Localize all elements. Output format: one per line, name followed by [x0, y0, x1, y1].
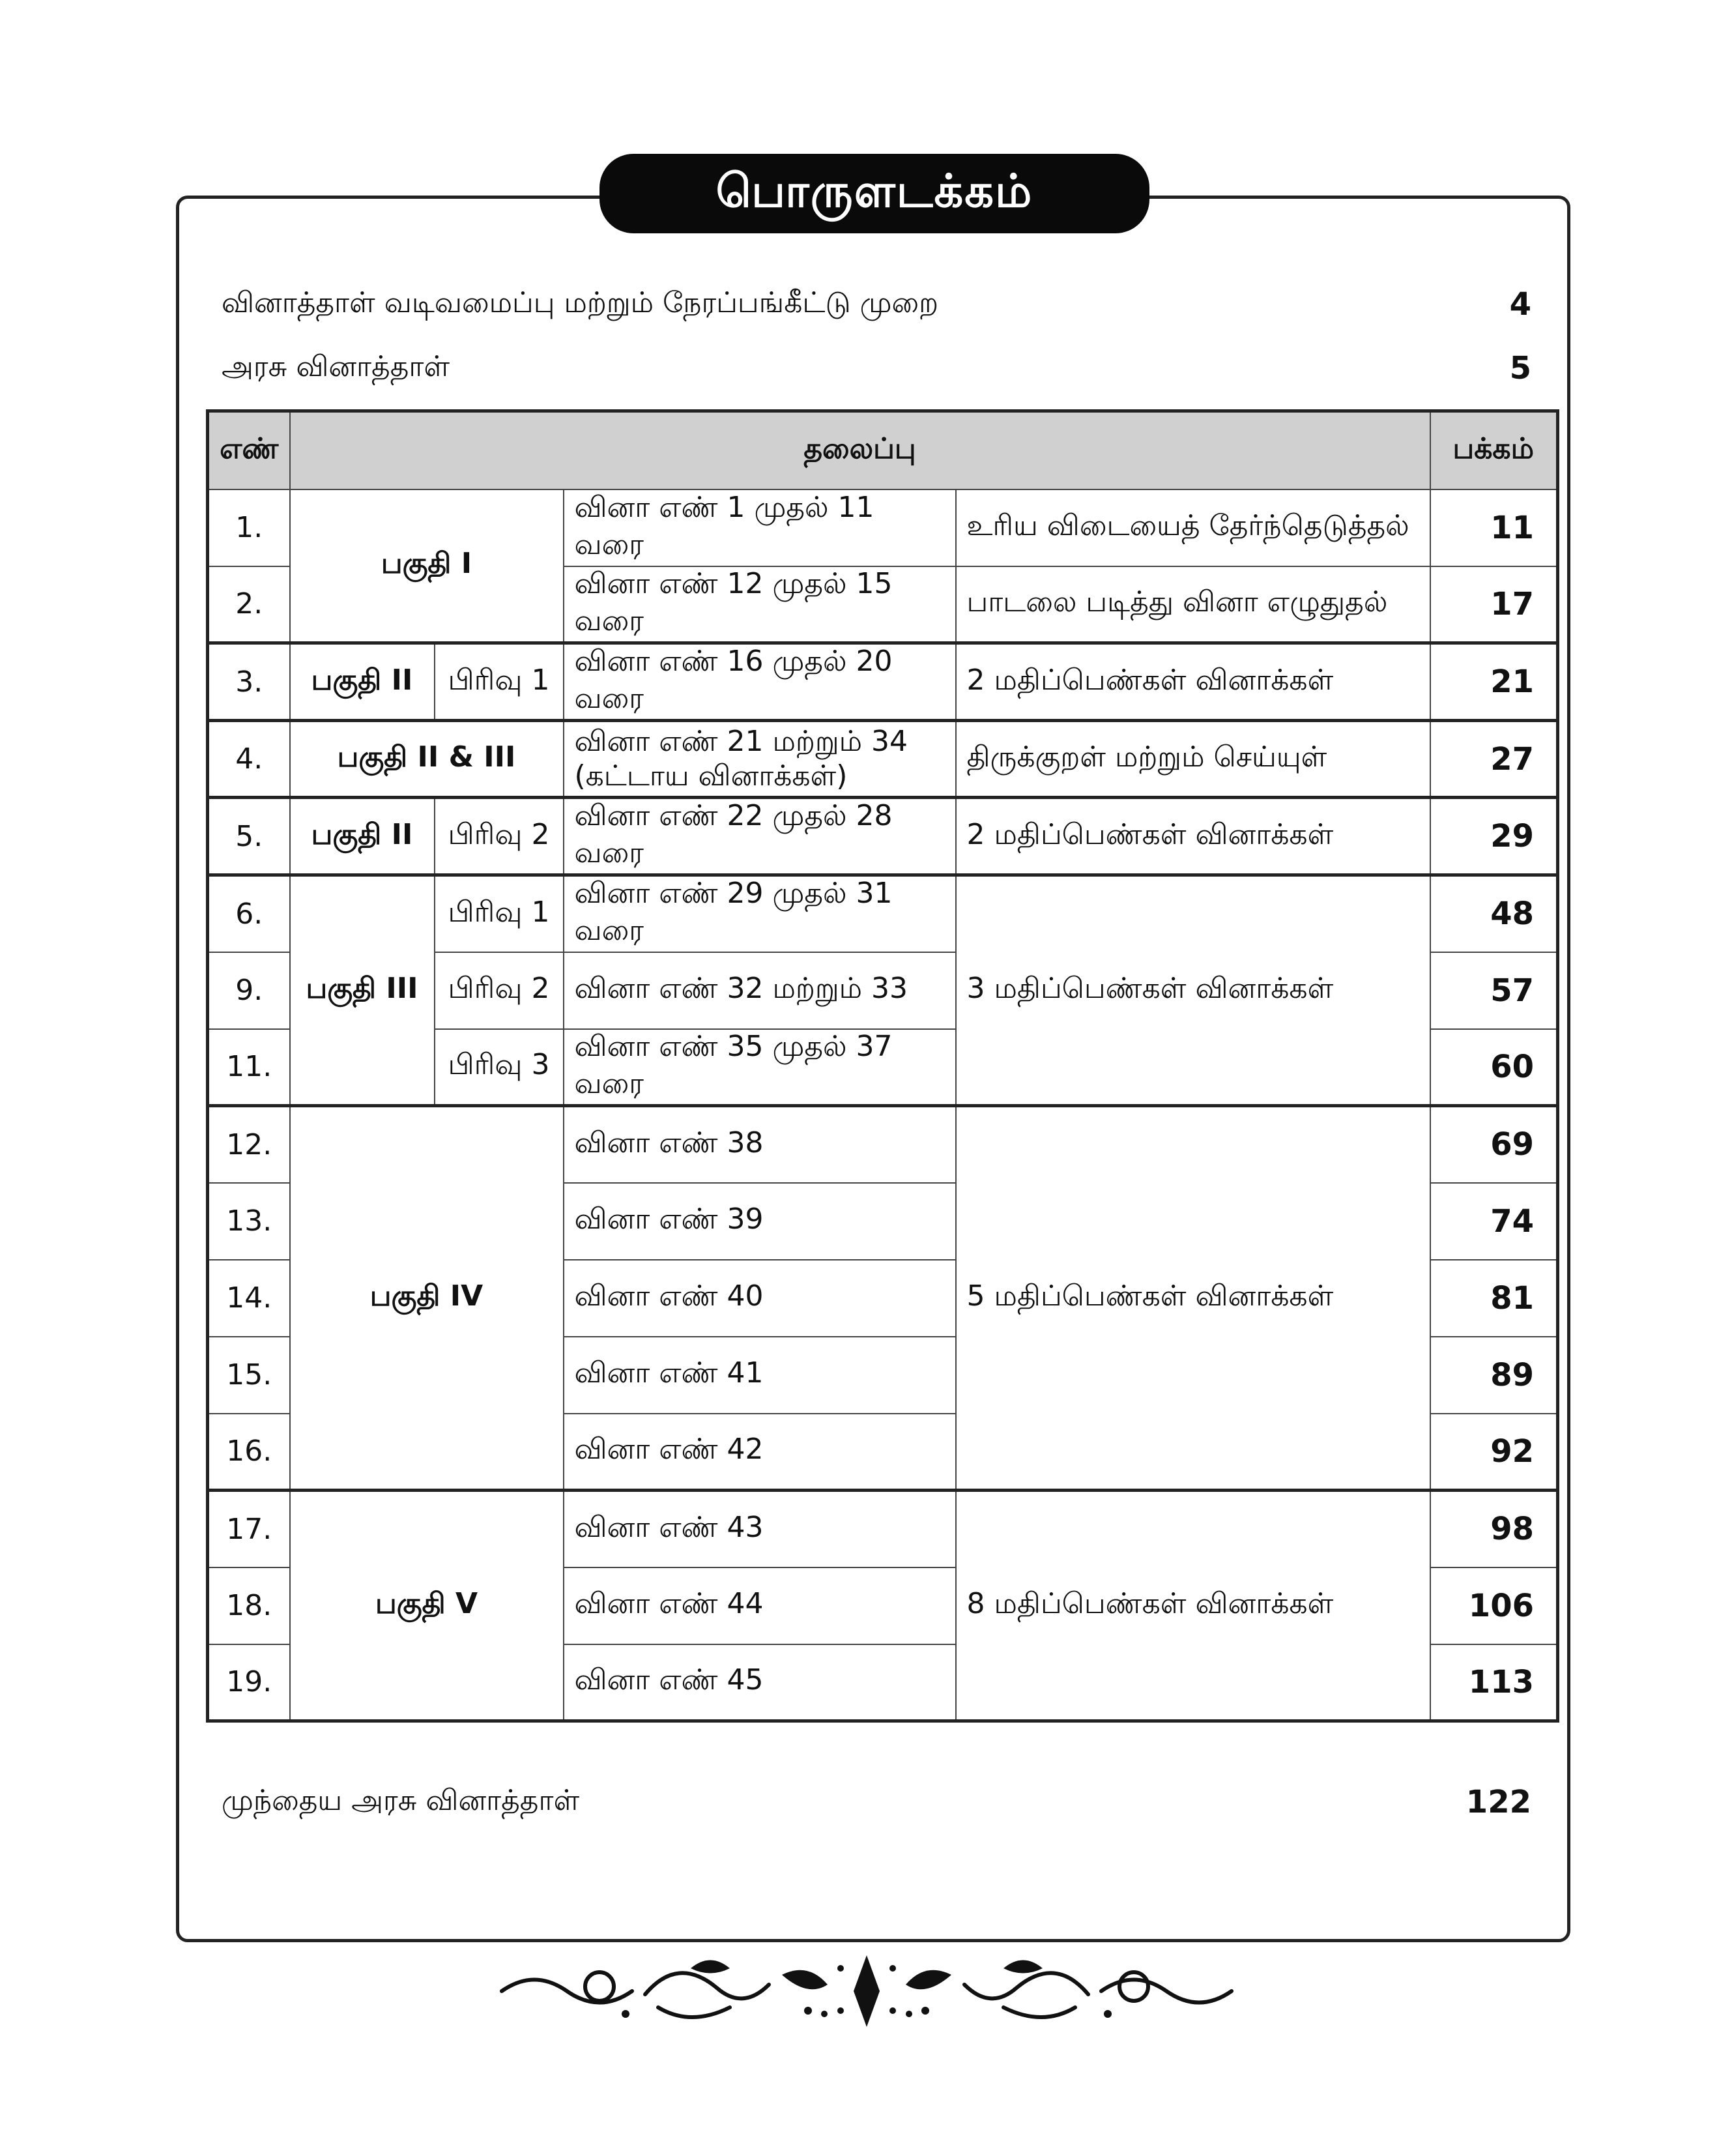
question-cell: வினா எண் 12 முதல் 15 வரை [564, 566, 956, 643]
question-cell: வினா எண் 43 [564, 1491, 956, 1567]
topic-cell: உரிய விடையைத் தேர்ந்தெடுத்தல் [956, 489, 1430, 566]
part-cell: பகுதி II & III [290, 721, 564, 798]
question-cell: வினா எண் 40 [564, 1260, 956, 1337]
floral-ornament-icon [495, 1949, 1238, 2033]
part-cell: பகுதி III [290, 875, 435, 1106]
row-num: 9. [208, 952, 290, 1029]
question-cell: வினா எண் 32 மற்றும் 33 [564, 952, 956, 1029]
part-cell: பகுதி I [290, 489, 564, 643]
row-num: 15. [208, 1337, 290, 1414]
table-row[interactable] [208, 721, 1558, 798]
question-cell: வினா எண் 42 [564, 1414, 956, 1491]
table-row[interactable] [208, 875, 1558, 952]
table-row[interactable] [208, 1491, 1558, 1567]
part-cell: பகுதி V [290, 1491, 564, 1721]
header-title: தலைப்பு [290, 411, 1430, 489]
question-cell: வினா எண் 1 முதல் 11 வரை [564, 489, 956, 566]
page-cell: 57 [1430, 952, 1558, 1029]
row-num: 4. [208, 721, 290, 798]
footer-entry[interactable] [222, 1779, 1538, 1825]
question-cell: வினா எண் 16 முதல் 20 வரை [564, 643, 956, 721]
row-num: 13. [208, 1183, 290, 1260]
part-cell: பகுதி IV [290, 1106, 564, 1491]
question-cell: வினா எண் 45 [564, 1644, 956, 1721]
question-cell: வினா எண் 22 முதல் 28 வரை [564, 798, 956, 875]
question-cell: வினா எண் 29 முதல் 31 வரை [564, 875, 956, 952]
row-num: 6. [208, 875, 290, 952]
question-cell: வினா எண் 38 [564, 1106, 956, 1183]
page-cell: 60 [1430, 1029, 1558, 1106]
table-row[interactable] [208, 798, 1558, 875]
row-num: 19. [208, 1644, 290, 1721]
intro-page: 5 [1509, 350, 1531, 386]
part-cell: பகுதி II [290, 643, 435, 721]
page-cell: 29 [1430, 798, 1558, 875]
topic-cell: 2 மதிப்பெண்கள் வினாக்கள் [956, 798, 1430, 875]
table-row[interactable] [208, 489, 1558, 566]
division-cell: பிரிவு 1 [435, 643, 564, 721]
footer-label: முந்தைய அரசு வினாத்தாள் [222, 1783, 580, 1817]
row-num: 16. [208, 1414, 290, 1491]
topic-cell: 5 மதிப்பெண்கள் வினாக்கள் [956, 1106, 1430, 1491]
page-cell: 98 [1430, 1491, 1558, 1567]
header-page: பக்கம் [1430, 411, 1558, 489]
page-cell: 48 [1430, 875, 1558, 952]
question-cell: வினா எண் 39 [564, 1183, 956, 1260]
page-title: பொருளடக்கம் [599, 154, 1149, 233]
page-cell: 69 [1430, 1106, 1558, 1183]
row-num: 17. [208, 1491, 290, 1567]
page-cell: 89 [1430, 1337, 1558, 1414]
contents-table [206, 409, 1559, 1723]
intro-label: வினாத்தாள் வடிவமைப்பு மற்றும் நேரப்பங்கீட்டு முறை [222, 285, 939, 319]
topic-cell: 8 மதிப்பெண்கள் வினாக்கள் [956, 1491, 1430, 1721]
topic-cell: திருக்குறள் மற்றும் செய்யுள் [956, 721, 1430, 798]
page-cell: 113 [1430, 1644, 1558, 1721]
question-cell: வினா எண் 35 முதல் 37 வரை [564, 1029, 956, 1106]
division-cell: பிரிவு 3 [435, 1029, 564, 1106]
table-header-row [208, 411, 1558, 489]
page-cell: 17 [1430, 566, 1558, 643]
page-cell: 27 [1430, 721, 1558, 798]
row-num: 3. [208, 643, 290, 721]
page-cell: 11 [1430, 489, 1558, 566]
intro-entry[interactable] [222, 282, 1538, 327]
topic-cell: 2 மதிப்பெண்கள் வினாக்கள் [956, 643, 1430, 721]
topic-cell: 3 மதிப்பெண்கள் வினாக்கள் [956, 875, 1430, 1106]
footer-page: 122 [1465, 1784, 1531, 1820]
row-num: 2. [208, 566, 290, 643]
question-cell: வினா எண் 41 [564, 1337, 956, 1414]
page-cell: 81 [1430, 1260, 1558, 1337]
table-row[interactable] [208, 643, 1558, 721]
division-cell: பிரிவு 1 [435, 875, 564, 952]
intro-page: 4 [1509, 286, 1531, 323]
page-cell: 106 [1430, 1567, 1558, 1644]
page-cell: 21 [1430, 643, 1558, 721]
question-cell [564, 721, 956, 798]
question-cell: வினா எண் 44 [564, 1567, 956, 1644]
intro-entry[interactable] [222, 345, 1538, 391]
row-num: 5. [208, 798, 290, 875]
row-num: 14. [208, 1260, 290, 1337]
topic-cell: பாடலை படித்து வினா எழுதுதல் [956, 566, 1430, 643]
row-num: 12. [208, 1106, 290, 1183]
intro-label: அரசு வினாத்தாள் [222, 349, 450, 383]
table-row[interactable] [208, 1106, 1558, 1183]
question-note: (கட்டாய வினாக்கள்) [574, 759, 848, 793]
row-num: 1. [208, 489, 290, 566]
question-line: வினா எண் 21 மற்றும் 34 [574, 724, 908, 758]
row-num: 11. [208, 1029, 290, 1106]
header-num: எண் [208, 411, 290, 489]
division-cell: பிரிவு 2 [435, 952, 564, 1029]
row-num: 18. [208, 1567, 290, 1644]
part-cell: பகுதி II [290, 798, 435, 875]
page-cell: 74 [1430, 1183, 1558, 1260]
division-cell: பிரிவு 2 [435, 798, 564, 875]
page-cell: 92 [1430, 1414, 1558, 1491]
